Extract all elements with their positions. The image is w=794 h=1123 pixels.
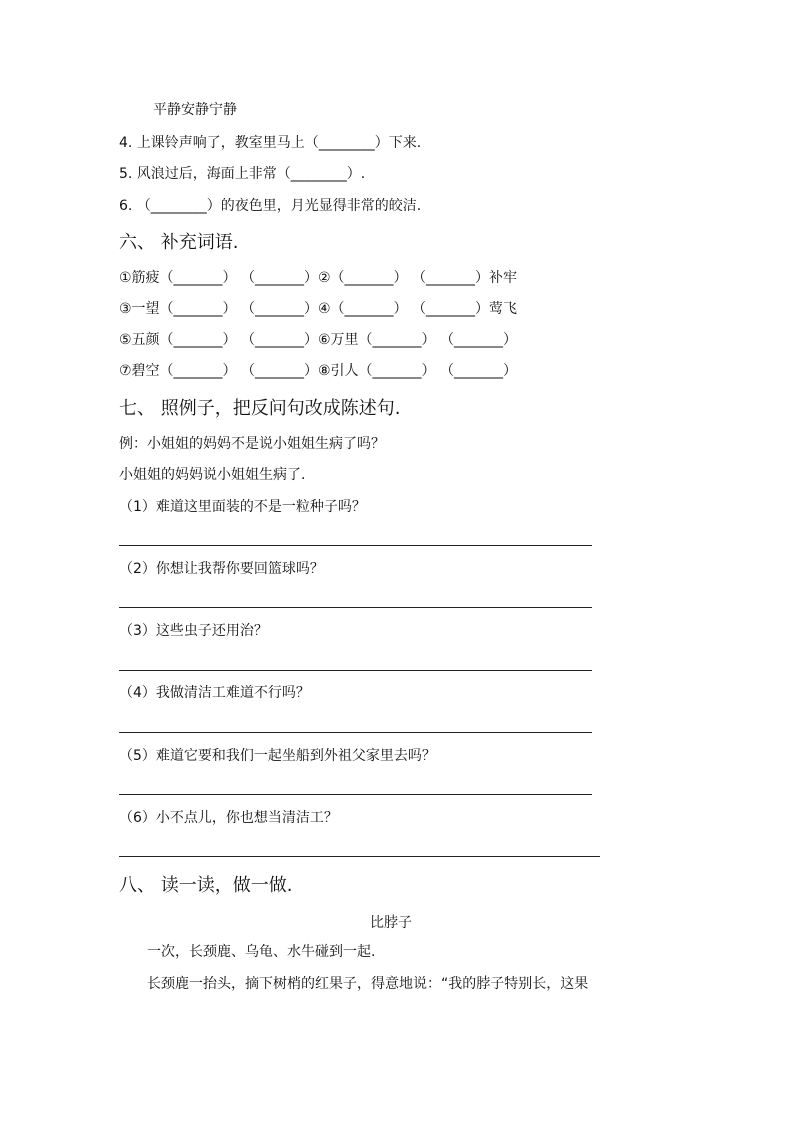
word-choices: 平静安静宁静 [153, 102, 237, 118]
question-2: （2）你想让我帮你要回篮球吗？ [119, 561, 324, 577]
question-1: （1）难道这里面装的不是一粒种子吗？ [119, 499, 366, 515]
answer-line-5 [119, 794, 592, 795]
answer-line-1 [119, 545, 592, 546]
idiom-row-4: ⑦碧空（_______） （_______）⑧引人（_______） （_______） [119, 363, 518, 379]
section-7-heading: 七、 照例子，把反问句改成陈述句. [119, 398, 401, 419]
story-title: 比脖子 [370, 915, 412, 931]
question-4: （4）我做清洁工难道不行吗？ [119, 685, 310, 701]
example-question: 例：小姐姐的妈妈不是说小姐姐生病了吗？ [119, 436, 385, 452]
story-paragraph-2: 长颈鹿一抬头，摘下树梢的红果子，得意地说：“我的脖子特别长，这果 [147, 976, 589, 992]
fill-sentence-4: 4. 上课铃声响了，教室里马上（________）下来. [119, 135, 422, 151]
answer-line-6 [119, 856, 600, 857]
section-6-heading: 六、 补充词语. [119, 232, 239, 253]
example-answer: 小姐姐的妈妈说小姐姐生病了. [119, 467, 306, 483]
answer-line-4 [119, 732, 592, 733]
idiom-row-1: ①筋疲（_______） （_______）②（_______） （_______）补牢 [119, 270, 518, 286]
question-3: （3）这些虫子还用治？ [119, 623, 268, 639]
idiom-row-2: ③一望（_______） （_______）④（_______） （_______）莺飞 [119, 301, 518, 317]
fill-sentence-6: 6. （________）的夜色里，月光显得非常的皎洁. [119, 198, 422, 214]
section-8-heading: 八、 读一读，做一做. [119, 875, 293, 896]
story-paragraph-1: 一次，长颈鹿、乌龟、水牛碰到一起. [147, 944, 376, 960]
fill-sentence-5: 5. 风浪过后，海面上非常（________）. [119, 166, 366, 182]
idiom-row-3: ⑤五颜（_______） （_______）⑥万里（_______） （_______） [119, 332, 518, 348]
answer-line-2 [119, 607, 592, 608]
question-6: （6）小不点儿，你也想当清洁工？ [119, 810, 338, 826]
question-5: （5）难道它要和我们一起坐船到外祖父家里去吗？ [119, 748, 436, 764]
answer-line-3 [119, 670, 592, 671]
